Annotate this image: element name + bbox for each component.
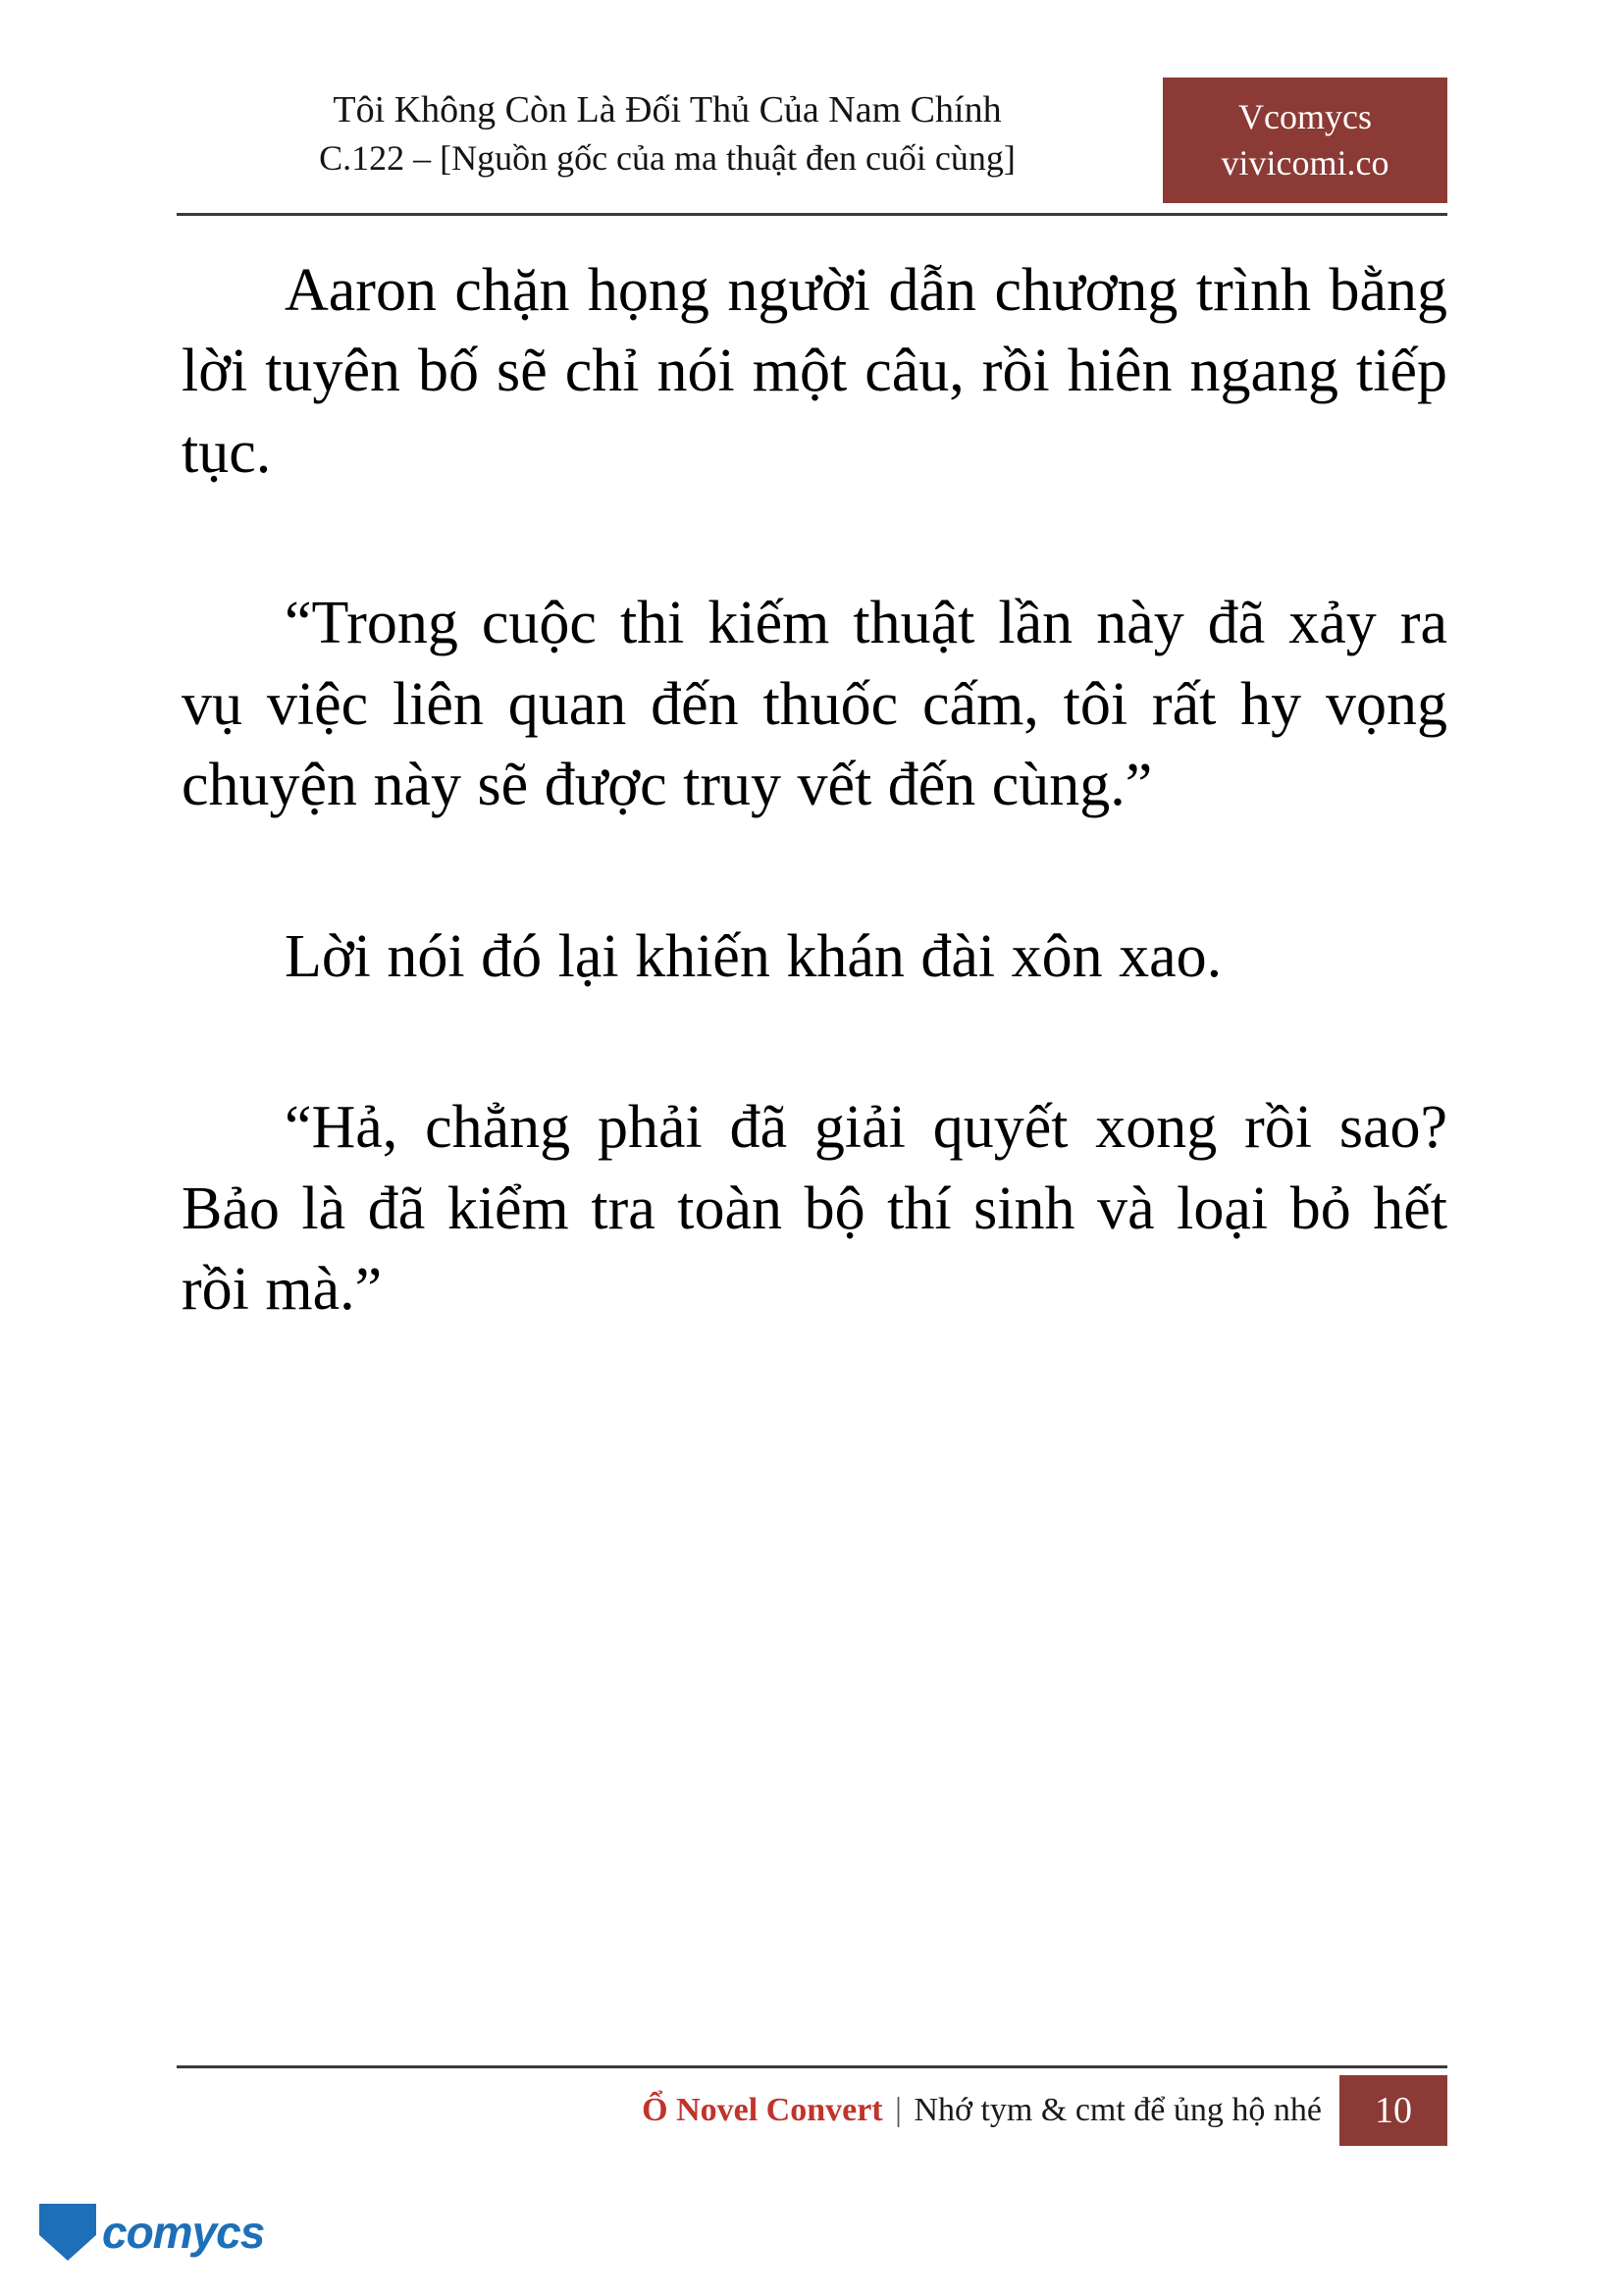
- watermark-logo: [39, 2198, 264, 2267]
- page-number-badge: 10: [1339, 2075, 1447, 2146]
- paragraph: “Hả, chẳng phải đã giải quyết xong rồi sao? Bảo là đã kiểm tra toàn bộ thí sinh và loại bỏ hết rồi mà.”: [182, 1094, 1447, 1324]
- v-shield-icon: [39, 2204, 96, 2261]
- page-header: [177, 74, 1447, 216]
- novel-title: Tôi Không Còn Là Đối Thủ Của Nam Chính: [333, 89, 1002, 130]
- header-brand-badge: [1163, 78, 1447, 203]
- paragraph: Lời nói đó lại khiến khán đài xôn xao.: [285, 922, 1223, 990]
- footer-credit: [642, 2092, 1339, 2129]
- brand-url: vivicomi.co: [1221, 143, 1389, 183]
- brand-name: Vcomycs: [1238, 97, 1372, 137]
- footer-note: Nhớ tym & cmt để ủng hộ nhé: [914, 2092, 1322, 2128]
- footer-separator: |: [895, 2092, 902, 2128]
- page-footer: [177, 2065, 1447, 2154]
- chapter-title: C.122 – [Nguồn gốc của ma thuật đen cuối cùng]: [319, 137, 1016, 178]
- page-content: [182, 250, 1447, 1330]
- footer-brand: Ổ Novel Convert: [642, 2092, 883, 2128]
- paragraph: “Trong cuộc thi kiếm thuật lần này đã xảy ra vụ việc liên quan đến thuốc cấm, tôi rất hy vọng chuyện này sẽ được truy vết đến cùng.”: [182, 590, 1447, 819]
- footer-inner: [177, 2068, 1447, 2139]
- paragraph: Aaron chặn họng người dẫn chương trình bằng lời tuyên bố sẽ chỉ nói một câu, rồi hiên ngang tiếp tục.: [182, 257, 1447, 486]
- header-title-block: [177, 74, 1158, 181]
- watermark-text: comycs: [102, 2207, 265, 2258]
